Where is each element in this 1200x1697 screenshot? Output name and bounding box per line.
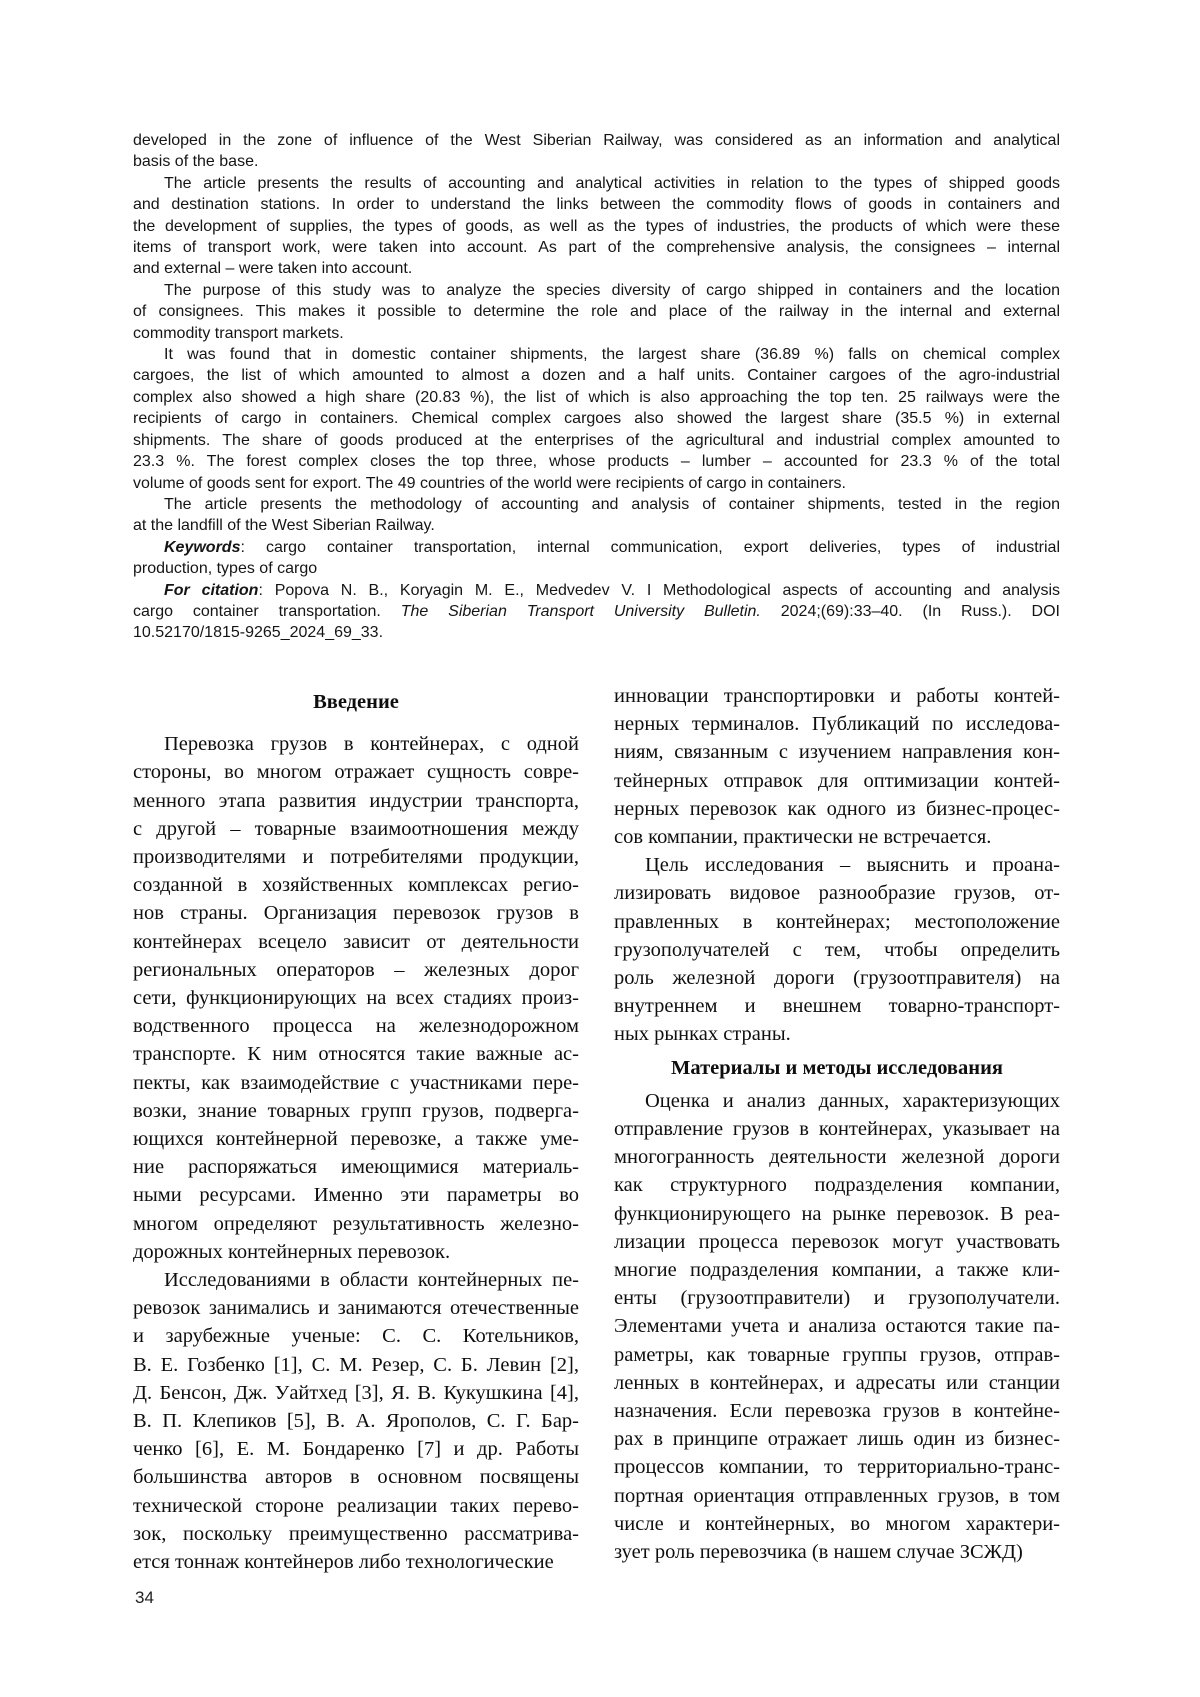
text-line: items of transport work, were taken into account. As part of the comprehensive analysis, the consignees – internal <box>133 239 1060 257</box>
text-line: роль железной дороги (грузоотправителя) на <box>614 967 1060 990</box>
text-line: назначения. Если перевозка грузов в контейне- <box>614 1400 1060 1423</box>
paragraph <box>133 173 1060 280</box>
text-line: стороны, во многом отражает сущность совре- <box>133 761 579 784</box>
text-line: с другой – товарные взаимоотношения между <box>133 817 579 840</box>
paragraph <box>133 537 1060 580</box>
text-line: лизировать видовое разнообразие грузов, от- <box>614 882 1060 905</box>
paragraph <box>133 580 1060 644</box>
text-segment: For citation <box>164 581 259 599</box>
paragraph <box>614 1087 1060 1566</box>
text-line: the development of supplies, the types of goods, as well as the types of industries, the products of which were these <box>133 217 1060 235</box>
page-number: 34 <box>135 1588 154 1607</box>
text-segment: 2024;(69):33–40. (In Russ.). DOI <box>760 602 1061 620</box>
text-line: of consignees. This makes it possible to determine the role and place of the railway in the internal and external <box>133 303 1060 321</box>
text-line: It was found that in domestic container shipments, the largest share (36.89 %) falls on chemical complex <box>164 346 1060 364</box>
text-line: многогранность деятельности железной дороги <box>614 1146 1060 1169</box>
text-segment: : Popova N. B., Koryagin M. E., Medvedev V. I Methodological aspects of accounting and analysis <box>258 581 1061 599</box>
text-line: рах в принципе отражает лишь один из бизнес- <box>614 1428 1060 1451</box>
text-line: ется тоннаж контейнеров либо технологические <box>133 1551 554 1574</box>
text-line: commodity transport markets. <box>133 324 344 342</box>
text-line: зует роль перевозчика (в нашем случае ЗСЖД) <box>614 1541 1023 1564</box>
text-segment: cargo container transportation. <box>133 602 401 620</box>
text-line: правленных в контейнерах; местоположение <box>614 910 1060 933</box>
text-line: Элементами учета и анализа остаются такие па- <box>614 1315 1060 1338</box>
text-line: The article presents the methodology of accounting and analysis of container shipments, tested in the region <box>164 495 1060 513</box>
abstract-section <box>133 130 1060 644</box>
text-line: Цель исследования – выяснить и проана- <box>645 854 1060 877</box>
text-line: водственного процесса на железнодорожном <box>133 1015 579 1038</box>
text-line: volume of goods sent for export. The 49 countries of the world were recipients of cargo in containers. <box>133 474 846 492</box>
text-line: инновации транспортировки и работы контей- <box>614 685 1060 707</box>
text-line <box>133 537 1060 558</box>
text-line: В. Е. Гозбенко [1], С. М. Резер, С. Б. Левин [2], <box>133 1353 579 1376</box>
text-line: ние распоряжаться имеющимися материаль- <box>133 1156 579 1179</box>
text-line: ющихся контейнерной перевозке, а также уме- <box>133 1128 579 1151</box>
text-line <box>133 580 1060 601</box>
text-line: внутреннем и внешнем товарно-транспорт- <box>614 995 1060 1018</box>
text-line: числе и контейнерных, во многом характери- <box>614 1512 1060 1535</box>
text-line: ных рынках страны. <box>614 1023 791 1046</box>
text-line: нерных перевозок как одного из бизнес-процес- <box>614 797 1060 820</box>
text-line: complex also showed a high share (20.83 %), the list of which is also approaching the top ten. 25 railways were the <box>133 388 1060 406</box>
text-line: тейнерных отправок для оптимизации контей- <box>614 769 1060 792</box>
text-line <box>133 601 1060 622</box>
text-line: функционирующего на рынке перевозок. В реа- <box>614 1202 1060 1225</box>
text-line: контейнерах всецело зависит от деятельности <box>133 930 579 953</box>
paragraph <box>614 851 1060 1048</box>
text-line: Д. Бенсон, Дж. Уайтхед [3], Я. В. Кукушкина [4], <box>133 1381 579 1404</box>
text-line: грузополучателей с тем, чтобы определить <box>614 938 1060 961</box>
text-line: региональных операторов – железных дорог <box>133 958 579 981</box>
text-line: В. П. Клепиков [5], В. А. Ярополов, С. Г. Бар- <box>133 1410 579 1433</box>
text-line: Перевозка грузов в контейнерах, с одной <box>164 733 579 756</box>
text-line: раметры, как товарные группы грузов, отправ- <box>614 1343 1060 1366</box>
paragraph <box>133 730 579 1266</box>
text-line: енты (грузоотправители) и грузополучатели. <box>614 1287 1060 1310</box>
text-line: нерных терминалов. Публикаций по исследова- <box>614 713 1060 736</box>
text-line: технической стороне реализации таких перево- <box>133 1494 579 1517</box>
text-line: and external – were taken into account. <box>133 260 413 278</box>
text-line: производителями и потребителями продукции, <box>133 846 579 869</box>
text-line: cargoes, the list of which amounted to almost a dozen and a half units. Container cargoes of the agro-industrial <box>133 367 1060 385</box>
two-column-body <box>133 682 1060 1576</box>
text-line: нов страны. Организация перевозок грузов в <box>133 902 579 925</box>
text-line: 23.3 %. The forest complex closes the top three, whose products – lumber – accounted for 23.3 % of the total <box>133 453 1060 471</box>
text-line: and destination stations. In order to understand the links between the commodity flows of goods in containers and <box>133 196 1060 214</box>
text-line: отправление грузов в контейнерах, указывает на <box>614 1118 1060 1141</box>
paragraph <box>614 682 1060 851</box>
text-line: ленных в контейнерах, и адресаты или станции <box>614 1371 1060 1394</box>
paragraph <box>133 130 1060 173</box>
text-line: ными ресурсами. Именно эти параметры во <box>133 1184 579 1207</box>
text-line: и зарубежные ученые: С. С. Котельников, <box>133 1325 579 1348</box>
text-line: транспорте. К ним относятся такие важные ас- <box>133 1043 579 1066</box>
text-line: пекты, как взаимодействие с участниками пере- <box>133 1071 579 1094</box>
text-line: зок, поскольку преимущественно рассматрива- <box>133 1522 579 1545</box>
text-line: ревозок занимались и занимаются отечественные <box>133 1297 579 1320</box>
paragraph <box>133 344 1060 494</box>
text-line: 10.52170/1815-9265_2024_69_33. <box>133 624 384 642</box>
text-line: shipments. The share of goods produced at the enterprises of the agricultural and industrial complex amounted to <box>133 431 1060 449</box>
text-line: developed in the zone of influence of the West Siberian Railway, was considered as an information and analytical <box>133 132 1060 149</box>
text-line: recipients of cargo in containers. Chemical complex cargoes also showed the largest share (35.5 %) in external <box>133 410 1060 428</box>
text-line: сети, функционирующих на всех стадиях произ- <box>133 987 579 1010</box>
paragraph <box>133 280 1060 344</box>
text-line: лизации процесса перевозок могут участвовать <box>614 1230 1060 1253</box>
text-line: процессов компании, то территориально-транс- <box>614 1456 1060 1479</box>
text-line: basis of the base. <box>133 153 259 171</box>
section-heading: Введение <box>313 691 399 713</box>
text-line: созданной в хозяйственных комплексах регио- <box>133 874 579 897</box>
text-line: портная ориентация отправленных грузов, в том <box>614 1484 1060 1507</box>
text-line: Оценка и анализ данных, характеризующих <box>645 1089 1060 1112</box>
text-line: как структурного подразделения компании, <box>614 1174 1060 1197</box>
text-line: возки, знание товарных групп грузов, подверга- <box>133 1099 579 1122</box>
text-line: The article presents the results of accounting and analytical activities in relation to the types of shipped goods <box>164 174 1060 192</box>
text-segment: The Siberian Transport University Bulletin. <box>400 602 761 620</box>
section-heading: Материалы и методы исследования <box>671 1056 1003 1079</box>
text-line: дорожных контейнерных перевозок. <box>133 1240 451 1263</box>
text-line: ченко [6], Е. М. Бондаренко [7] и др. Работы <box>133 1438 579 1461</box>
text-line: Исследованиями в области контейнерных пе- <box>164 1269 579 1292</box>
text-line: многие подразделения компании, а также кли- <box>614 1259 1060 1282</box>
text-line: production, types of cargo <box>133 560 318 578</box>
paragraph <box>133 494 1060 537</box>
text-line: большинства авторов в основном посвящены <box>133 1466 579 1489</box>
right-column <box>614 682 1060 1576</box>
text-line: сов компании, практически не встречается. <box>614 826 992 849</box>
text-line: ниям, связанным с изучением направления кон- <box>614 741 1060 764</box>
text-segment: : cargo container transportation, internal communication, export deliveries, types of industrial <box>240 538 1060 556</box>
text-segment: Keywords <box>164 538 241 556</box>
paragraph <box>133 1266 579 1576</box>
text-line: The purpose of this study was to analyze the species diversity of cargo shipped in containers and the location <box>164 281 1060 299</box>
text-line: at the landfill of the West Siberian Railway. <box>133 517 435 535</box>
left-column <box>133 682 579 1576</box>
text-line: многом определяют результативность железно- <box>133 1212 579 1235</box>
text-line: менного этапа развития индустрии транспорта, <box>133 789 579 812</box>
